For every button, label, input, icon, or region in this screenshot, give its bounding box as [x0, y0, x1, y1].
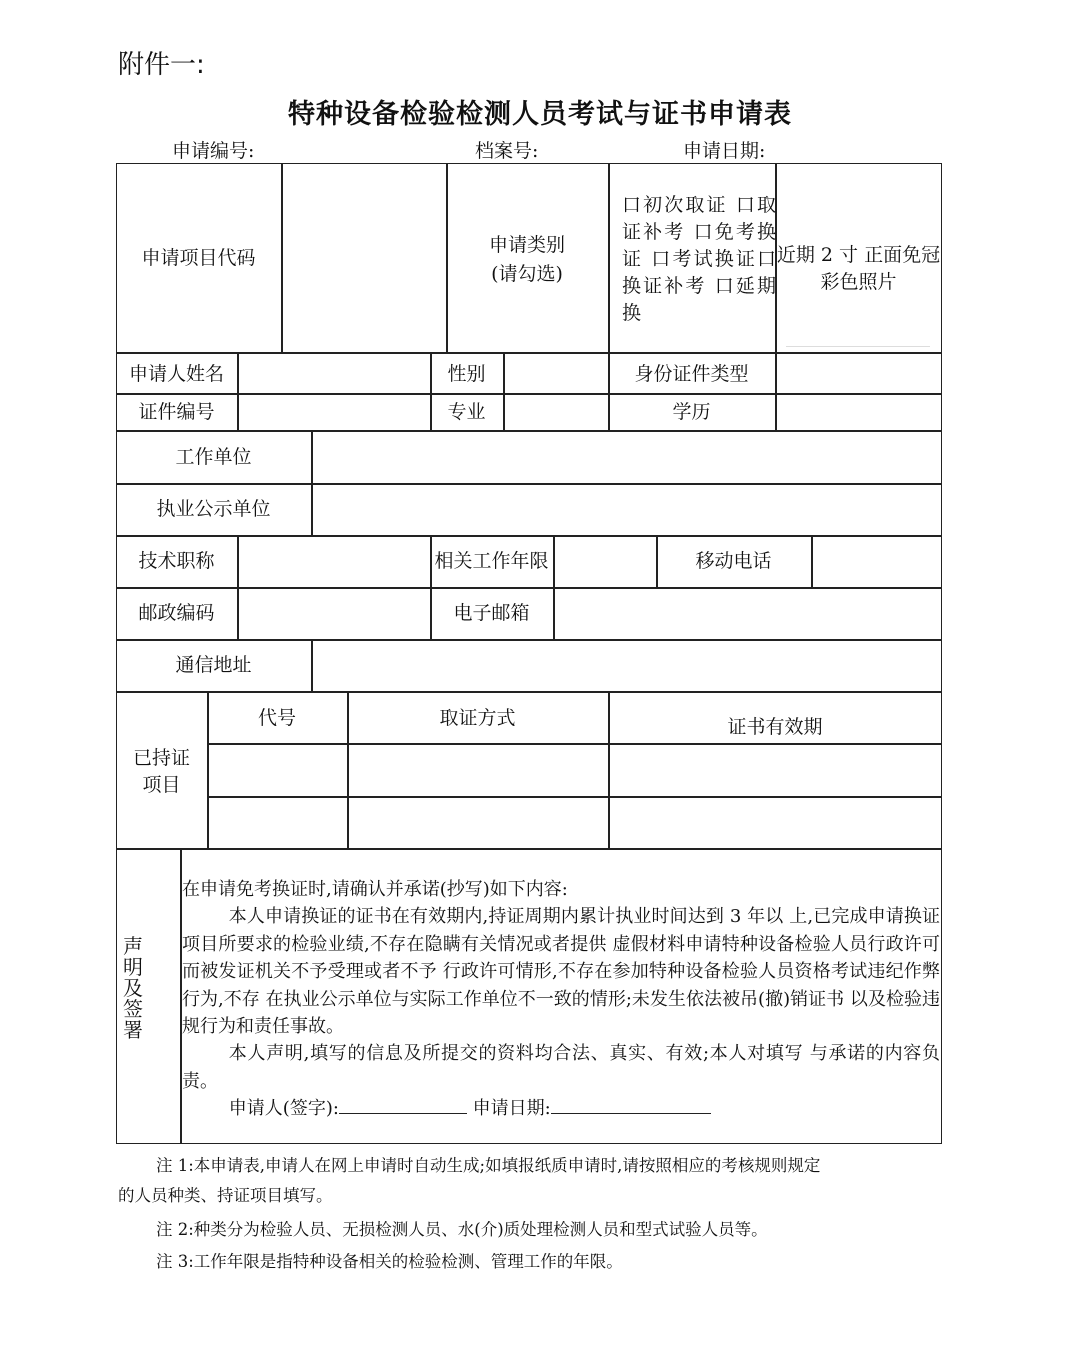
gender-label: 性别: [447, 363, 486, 385]
row-line: [207, 743, 942, 745]
note-3: 注 3:工作年限是指特种设备相关的检验检测、管理工作的年限。: [156, 1252, 623, 1271]
photo-placeholder: 近期 2 寸 正面免冠 彩色照片: [776, 244, 941, 293]
category-options[interactable]: 口初次取证 口取证补考 口免考换证 口考试换证口换证补考 口延期换: [622, 194, 776, 324]
file-no-label: 档案号:: [475, 140, 539, 162]
education-label: 学历: [672, 401, 711, 423]
mobile-label: 移动电话: [695, 550, 772, 572]
sign-date-label: 申请日期:: [472, 1098, 551, 1120]
held-method-header: 取证方式: [439, 707, 516, 729]
declaration-intro: 在申请免考换证时,请确认并承诺(抄写)如下内容:: [182, 879, 568, 900]
held-code-header: 代号: [257, 707, 296, 729]
declaration-para2: 本人声明,填写的信息及所提交的资料均合法、真实、有效;本人对填写 与承诺的内容负责。: [182, 1043, 940, 1092]
col-line: [237, 352, 239, 430]
attachment-label: 附件一:: [118, 50, 205, 80]
col-line: [281, 163, 283, 352]
held-validity-header: 证书有效期: [727, 716, 823, 738]
application-no-label: 申请编号:: [172, 140, 255, 162]
col-line: [503, 352, 505, 430]
col-line: [446, 163, 448, 352]
row-line: [116, 430, 942, 432]
declaration-para1: 本人申请换证的证书在有效期内,持证周期内累计执业时间达到 3 年以 上,已完成申请换证项目所要求的检验业绩,不存在隐瞒有关情况或者提供 虚假材料申请特种设备检验人员行政许可而被发证机关不予受理或者不予 行政许可情形,不存在参加特种设备检验人员资格考试违纪作弊行为,不存 在执业公示单位与实际工作单位不一致的情形;未发生依法被吊(撤)销证书 以及检验违规行为和责任事故。: [182, 906, 940, 1038]
project-code-label: 申请项目代码: [141, 247, 256, 269]
row-line: [116, 639, 942, 641]
note-2: 注 2:种类分为检验人员、无损检测人员、水(介)质处理检测人员和型式试验人员等。: [156, 1220, 768, 1239]
photo-guide-line: [786, 346, 930, 347]
col-line: [237, 535, 239, 587]
declaration-text: [182, 876, 940, 1123]
note-1-cont: 的人员种类、持证项目填写。: [118, 1186, 333, 1205]
name-label: 申请人姓名: [128, 363, 224, 385]
category-label: 申请类别: [488, 234, 565, 256]
signature-label: 申请人(签字):: [228, 1098, 339, 1120]
row-line: [116, 393, 942, 395]
col-line: [608, 163, 610, 352]
id-no-label: 证件编号: [138, 401, 215, 423]
category-hint: (请勾选): [491, 263, 563, 285]
row-line: [116, 587, 942, 589]
declaration-side-label: 声明及签署: [123, 934, 143, 1042]
application-date-label: 申请日期:: [683, 140, 766, 162]
note-1: 注 1:本申请表,申请人在网上申请时自动生成;如填报纸质申请时,请按照相应的考核规则规定: [156, 1156, 821, 1175]
row-line: [116, 691, 942, 693]
col-line: [775, 352, 777, 430]
signature-field[interactable]: [339, 1095, 467, 1114]
work-unit-label: 工作单位: [175, 446, 252, 468]
row-line: [116, 483, 942, 485]
row-line: [116, 535, 942, 537]
work-years-label: 相关工作年限: [434, 550, 549, 572]
major-label: 专业: [447, 401, 486, 423]
form-title: 特种设备检验检测人员考试与证书申请表: [288, 99, 792, 130]
held-items-label: 已持证: [132, 747, 190, 769]
signature-line: [182, 1095, 940, 1122]
sign-date-field[interactable]: [551, 1095, 711, 1114]
tech-title-label: 技术职称: [138, 550, 215, 572]
postcode-label: 邮政编码: [138, 602, 215, 624]
col-line: [237, 587, 239, 639]
col-line: [311, 430, 313, 535]
email-label: 电子邮箱: [453, 602, 530, 624]
row-line: [116, 352, 942, 354]
col-line: [553, 535, 555, 587]
address-label: 通信地址: [175, 654, 252, 676]
row-line: [207, 796, 942, 798]
held-items-label-2: 项目: [142, 774, 181, 796]
id-type-label: 身份证件类型: [634, 363, 749, 385]
col-line: [553, 587, 555, 639]
row-line: [116, 848, 942, 850]
col-line: [811, 535, 813, 587]
practice-unit-label: 执业公示单位: [156, 498, 271, 520]
col-line: [311, 639, 313, 691]
